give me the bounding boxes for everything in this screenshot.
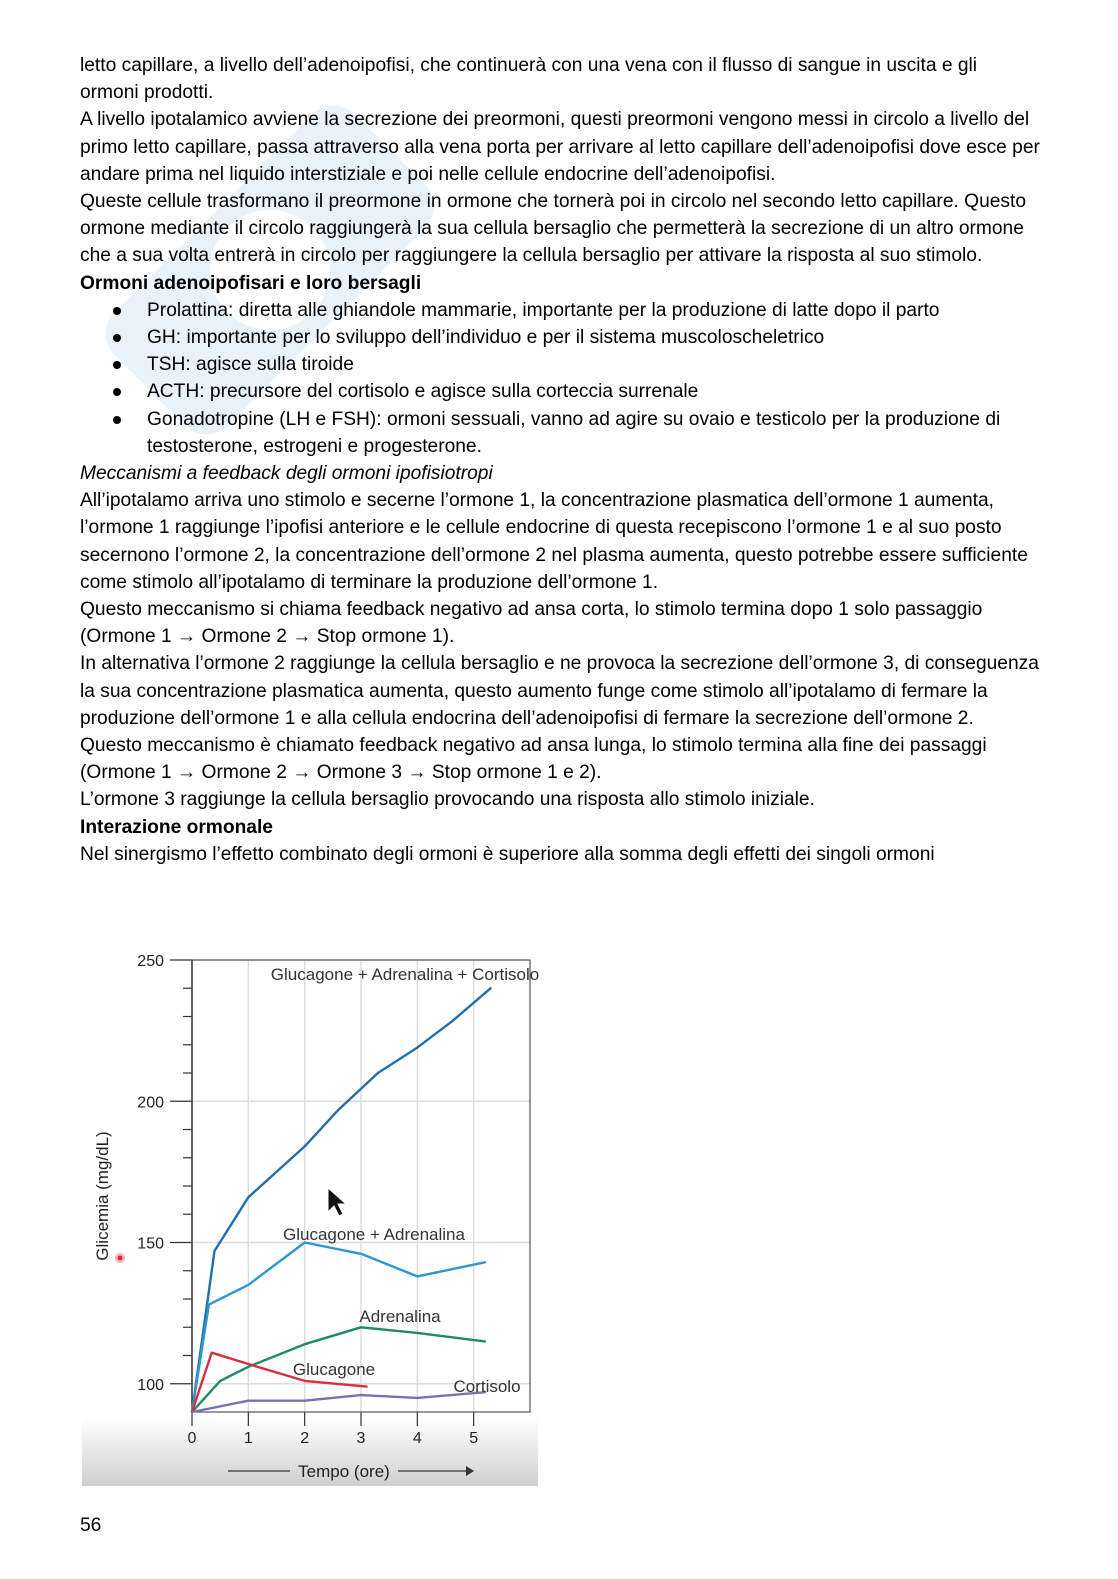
y-tick-label: 250 (137, 953, 164, 970)
series-label: Glucagone + Adrenalina + Cortisolo (270, 965, 540, 984)
paragraph: Queste cellule trasformano il preormone in ormone che tornerà poi in circolo nel secondo letto capillare. Questo ormone mediante il circolo raggiungerà la sua cellula bersaglio che permetterà la secrezione di un altro ormone che a sua volta entrerà in circolo per raggiungere la cellula bersaglio per attivare la risposta al suo stimolo. (80, 191, 1027, 267)
subsection-heading: Meccanismi a feedback degli ormoni ipofisiotropi (80, 463, 493, 485)
x-tick-label: 4 (412, 1430, 422, 1447)
series-label: Glucagone + Adrenalina (283, 1225, 465, 1244)
bullet-icon (113, 334, 121, 342)
section-heading: Ormoni adenoipofisari e loro bersagli (80, 272, 422, 294)
x-tick-label: 2 (300, 1430, 310, 1447)
bullet-icon (113, 416, 121, 424)
cursor-icon (328, 1188, 346, 1216)
paragraph: Questo meccanismo è chiamato feedback negativo ad ansa lunga, lo stimolo termina alla fine dei passaggi (Ormone 1 → Ormone 2 → Ormone 3 → Stop ormone 1 e 2). (80, 735, 987, 784)
series-label: Cortisolo (453, 1377, 521, 1396)
hormone-list (80, 297, 1040, 460)
list-item: TSH: agisce sulla tiroide (80, 351, 1040, 378)
section-heading: Interazione ormonale (80, 816, 273, 838)
bullet-icon (113, 388, 121, 396)
series-line (192, 1243, 485, 1413)
y-tick-label: 150 (137, 1235, 164, 1253)
list-item: Prolattina: diretta alle ghiandole mammarie, importante per la produzione di latte dopo il parto (80, 297, 1040, 324)
paragraph: L’ormone 3 raggiunge la cellula bersaglio provocando una risposta allo stimolo iniziale. (80, 789, 815, 811)
x-tick-label: 3 (356, 1430, 366, 1447)
y-tick-label: 200 (137, 1094, 164, 1112)
series-label: Glucagone (292, 1360, 376, 1379)
series-line (192, 1392, 485, 1412)
x-tick-label: 0 (187, 1430, 197, 1447)
y-tick-label: 100 (137, 1376, 164, 1394)
series-label: Adrenalina (359, 1307, 441, 1326)
document-body (80, 52, 1040, 868)
x-axis-label: Tempo (ore) (298, 1462, 390, 1481)
chart-svg (82, 950, 540, 1488)
paragraph: In alternativa l’ormone 2 raggiunge la cellula bersaglio e ne provoca la secrezione dell’ormone 3, di conseguenza la sua concentrazione plasmatica aumenta, questo aumento funge come stimolo all’ipotalamo di fermare la produzione dell’ormone 1 e alla cellula endocrina dell’adenoipofisi di fermare la secrezione dell’ormone 2. (80, 653, 1039, 729)
bullet-icon (113, 361, 121, 369)
x-tick-label: 1 (243, 1430, 253, 1447)
paragraph: letto capillare, a livello dell’adenoipofisi, che continuerà con una vena con il flusso di sangue in uscita e gli ormoni prodotti. (80, 55, 978, 104)
page-number: 56 (80, 1515, 102, 1536)
bullet-icon (113, 307, 121, 315)
y-axis-label: Glicemia (mg/dL) (93, 1131, 112, 1261)
paragraph: Questo meccanismo si chiama feedback negativo ad ansa corta, lo stimolo termina dopo 1 solo passaggio (Ormone 1 → Ormone 2 → Stop ormone 1). (80, 599, 983, 648)
paragraph: All’ipotalamo arriva uno stimolo e secerne l’ormone 1, la concentrazione plasmatica dell’ormone 1 aumenta, l’ormone 1 raggiunge l’ipofisi anteriore e le cellule endocrine di questa recepiscono l’ormone 1 e al suo posto secernono l’ormone 2, la concentrazione dell’ormone 2 nel plasma aumenta, questo potrebbe essere sufficiente come stimolo all’ipotalamo di terminare la produzione dell’ormone 1. (80, 490, 1028, 593)
x-tick-label: 5 (469, 1430, 479, 1447)
list-item: GH: importante per lo sviluppo dell’individuo e per il sistema muscoloscheletrico (80, 324, 1040, 351)
list-item: Gonadotropine (LH e FSH): ormoni sessuali, vanno ad agire su ovaio e testicolo per la produzione di testosterone, estrogeni e progesterone. (80, 406, 1040, 460)
paragraph: A livello ipotalamico avviene la secrezione dei preormoni, questi preormoni vengono messi in circolo a livello del primo letto capillare, passa attraverso alla vena porta per arrivare al letto capillare dell’adenoipofisi dove esce per andare prima nel liquido interstiziale e poi nelle cellule endocrine dell’adenoipofisi. (80, 109, 1040, 185)
glycemia-chart (82, 950, 540, 1488)
red-dot-icon (118, 1256, 123, 1261)
paragraph: Nel sinergismo l’effetto combinato degli ormoni è superiore alla somma degli effetti dei singoli ormoni (80, 843, 935, 865)
list-item: ACTH: precursore del cortisolo e agisce sulla corteccia surrenale (80, 378, 1040, 405)
